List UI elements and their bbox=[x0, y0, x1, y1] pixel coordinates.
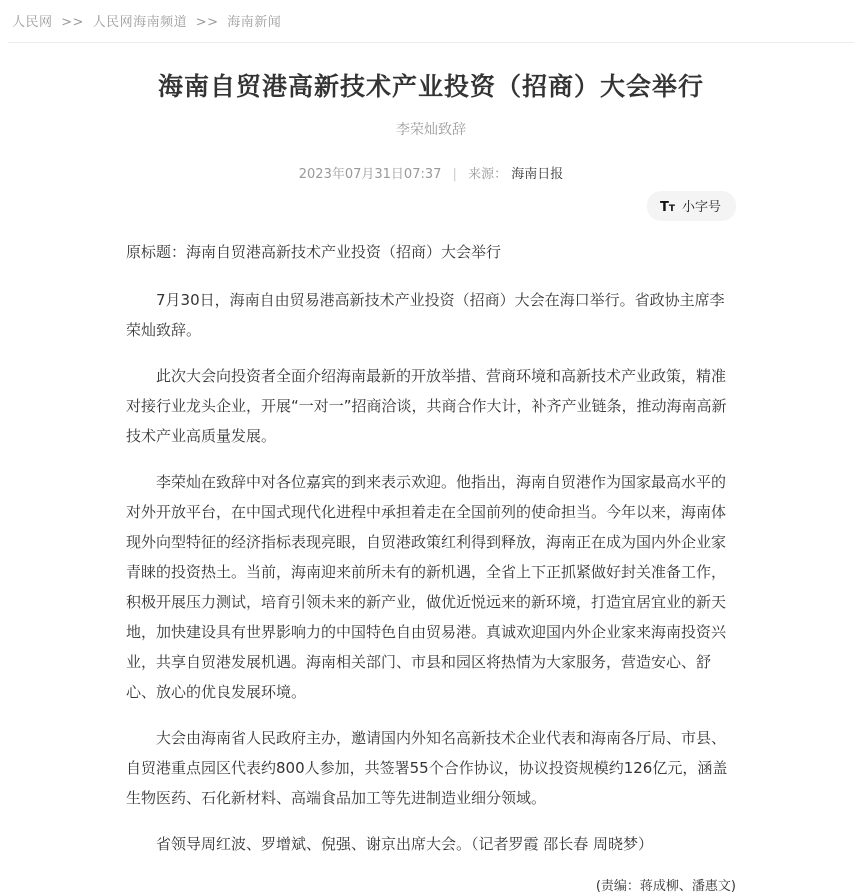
original-title-line bbox=[126, 237, 736, 267]
original-title-label: 原标题： bbox=[126, 242, 187, 261]
editor-note: (责编：蒋成柳、潘惠文) bbox=[595, 878, 736, 894]
article-paragraph: 7月30日，海南自由贸易港高新技术产业投资（招商）大会在海口举行。省政协主席李荣灿致辞。 bbox=[126, 290, 725, 339]
article-container bbox=[126, 72, 736, 894]
page-title: 海南自贸港高新技术产业投资（招商）大会举行 bbox=[157, 72, 704, 101]
article-paragraph: 李荣灿在致辞中对各位嘉宾的到来表示欢迎。他指出，海南自贸港作为国家最高水平的对外开放平台，在中国式现代化进程中承担着走在全国前列的使命担当。今年以来，海南体现外向型特征的经济指标表现亮眼，自贸港政策红利得到释放，海南正在成为国内外企业家青睐的投资热土。当前，海南迎来前所未有的新机遇，全省上下正抓紧做好封关准备工作，积极开展压力测试，培育引领未来的新产业，做优近悦远来的新环境，打造宜居宜业的新天地，加快建设具有世界影响力的中国特色自由贸易港。真诚欢迎国内外企业家来海南投资兴业，共享自贸港发展机遇。海南相关部门、市县和园区将热情为大家服务，营造安心、舒心、放心的优良发展环境。 bbox=[126, 472, 727, 701]
font-size-button[interactable] bbox=[647, 191, 736, 221]
article-paragraph: 省领导周红波、罗增斌、倪强、谢京出席大会。（记者罗霞 邵长春 周晓梦） bbox=[156, 834, 654, 853]
font-size-label: 小字号 bbox=[681, 199, 721, 215]
publish-date: 2023年07月31日07:37 bbox=[298, 166, 442, 182]
article-paragraph: 大会由海南省人民政府主办，邀请国内外知名高新技术企业代表和海南各厅局、市县、自贸港重点园区代表约800人参加，共签署55个合作协议，协议投资规模约126亿元，涵盖生物医药、石化新材料、高端食品加工等先进制造业细分领域。 bbox=[126, 728, 728, 807]
source-link[interactable]: 海南日报 bbox=[511, 166, 564, 182]
breadcrumb-link-people[interactable]: 人民网 bbox=[12, 15, 53, 30]
breadcrumb bbox=[0, 0, 862, 39]
article-body bbox=[126, 237, 736, 859]
article-paragraph: 此次大会向投资者全面介绍海南最新的开放举措、营商环境和高新技术产业政策，精准对接行业龙头企业，开展“一对一”招商洽谈，共商合作大计，补齐产业链条，推动海南高新技术产业高质量发展。 bbox=[126, 366, 727, 445]
header-divider bbox=[8, 42, 854, 43]
original-title-text: 海南自贸港高新技术产业投资（招商）大会举行 bbox=[186, 242, 502, 261]
source-label: 来源： bbox=[468, 166, 508, 182]
article-meta bbox=[126, 163, 736, 182]
breadcrumb-separator: >> bbox=[61, 15, 84, 30]
breadcrumb-separator: >> bbox=[195, 15, 219, 30]
font-size-icon: TT bbox=[659, 199, 675, 215]
breadcrumb-link-hainan-news[interactable]: 海南新闻 bbox=[227, 15, 282, 30]
article-toolbar bbox=[126, 191, 736, 221]
meta-divider: | bbox=[452, 166, 457, 182]
article-subtitle: 李荣灿致辞 bbox=[396, 121, 466, 138]
breadcrumb-link-hainan-channel[interactable]: 人民网海南频道 bbox=[92, 15, 188, 30]
